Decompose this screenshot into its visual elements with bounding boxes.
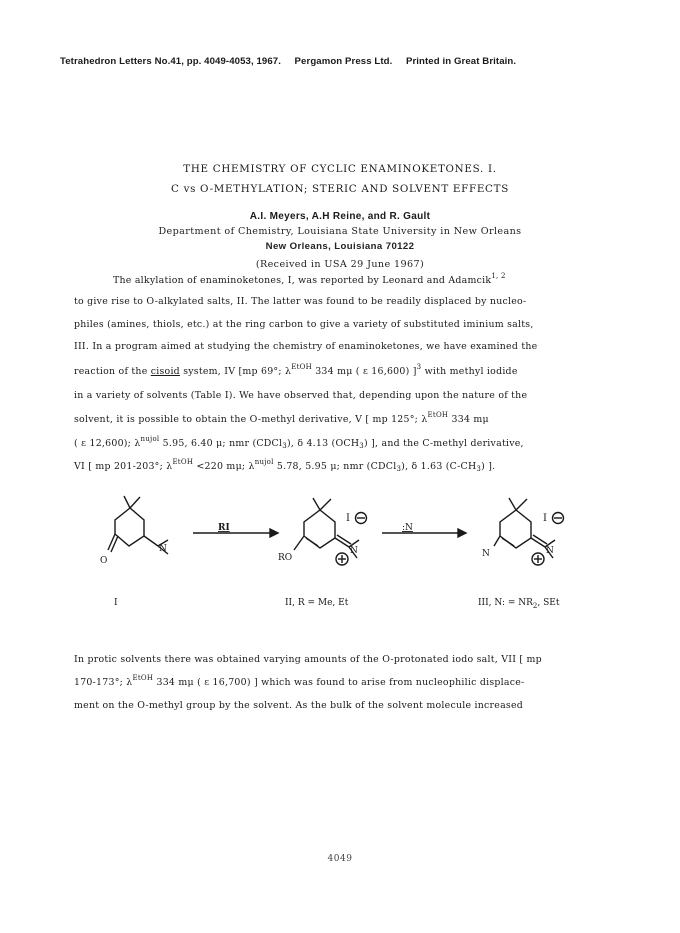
body-line-1: The alkylation of enaminoketones, I, was reported by Leonard and Adamcik$^{1, 2}$: [113, 272, 506, 286]
label-III: III, N: = $NR_2$, SEt: [478, 598, 560, 610]
publisher: Pergamon Press Ltd.: [294, 56, 393, 67]
atom-RO: RO: [278, 553, 293, 563]
body-line-5: reaction of the cisoid system, IV [mp 69°; $\lambda^{EtOH}$ 334 mμ ( ε 16,600) ]$^3$ with methyl iodide: [74, 363, 518, 377]
iodide-III: I: [543, 513, 547, 524]
arrow-1-label: RI: [218, 523, 230, 533]
body-line-9: VI [ mp 201-203°; $\lambda^{EtOH} <220$ mμ; $\lambda^{nujol}$ 5.78, 5.95 μ; nmr (CDCl$_3$), δ 1.63 $(C-CH_3)$ ].: [74, 458, 496, 473]
body-line-7: solvent, it is possible to obtain the O-methyl derivative, V [ mp 125°; $\lambda^{EtOH}$ 334 mμ: [74, 411, 489, 425]
body-line-2: to give rise to O-alkylated salts, II. The latter was found to be readily displaced by nucleo-: [74, 296, 527, 307]
atom-N-nucleophile: N: [482, 549, 490, 559]
atom-N-plus: N: [350, 546, 358, 556]
structure-I: [100, 496, 168, 566]
body-p2-line-3: ment on the O-methyl group by the solvent. As the bulk of the solvent molecule increased: [74, 700, 524, 711]
printed-in: Printed in Great Britain.: [405, 56, 517, 67]
received-date: (Received in USA 29 June 1967): [255, 259, 425, 270]
label-I: I: [114, 598, 118, 608]
title-line-2: C vs O-METHYLATION; STERIC AND SOLVENT EFFECTS: [171, 183, 509, 195]
body-line-6: in a variety of solvents (Table I). We have observed that, depending upon the nature of the: [74, 390, 528, 401]
affiliation-city: New Orleans, Louisiana 70122: [265, 241, 415, 252]
atom-N-plus-III: N: [546, 546, 554, 556]
structure-II: [278, 498, 367, 565]
title-line-1: THE CHEMISTRY OF CYCLIC ENAMINOKETONES. I.: [183, 163, 497, 175]
structure-III: [482, 498, 564, 565]
arrow-2-label: :N: [402, 523, 413, 533]
reaction-scheme: [0, 488, 680, 628]
body-line-3: philes (amines, thiols, etc.) at the ring carbon to give a variety of substituted iminium salts,: [74, 319, 534, 330]
body-p2-line-2: 170-173°; $\lambda^{EtOH}$ 334 mμ ( ε 16,700) ] which was found to arise from nucleophilic displace-: [74, 674, 525, 688]
journal-header: [60, 56, 640, 67]
authors: A.I. Meyers, A.H Reine, and R. Gault: [249, 211, 431, 222]
body-line-8: ( ε 12,600); $\lambda^{nujol}$ 5.95, 6.40 μ; nmr (CDCl$_3$), δ 4.13 $(OCH_3)$ ], and the C-methyl derivative,: [74, 435, 524, 450]
page-number: 4049: [327, 854, 353, 864]
arrow-1: [193, 523, 278, 537]
atom-N: N: [159, 544, 167, 554]
iodide-II: I: [346, 513, 350, 524]
label-II: II, R = Me, Et: [285, 598, 349, 608]
atom-O: O: [100, 556, 108, 566]
arrow-2: [382, 523, 466, 537]
body-line-4: III. In a program aimed at studying the chemistry of enaminoketones, we have examined the: [74, 341, 538, 352]
affiliation-department: Department of Chemistry, Louisiana State University in New Orleans: [158, 226, 522, 237]
body-p2-line-1: In protic solvents there was obtained varying amounts of the O-protonated iodo salt, VII [ mp: [74, 654, 542, 665]
journal-citation: Tetrahedron Letters No.41, pp. 4049-4053, 1967.: [60, 56, 282, 67]
